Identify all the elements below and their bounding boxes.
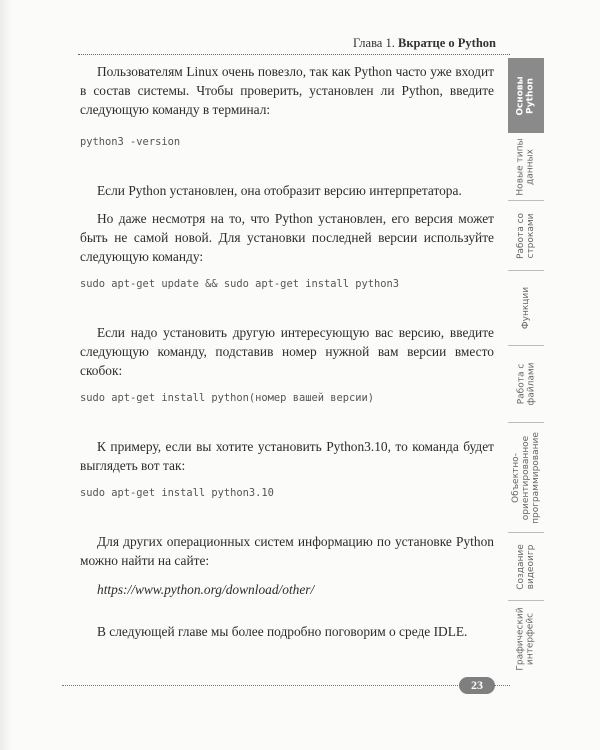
- tab-new-data-types[interactable]: [508, 133, 544, 201]
- tab-label: Объектно- ориентированное программирование: [511, 431, 541, 524]
- code-install-version: sudo apt-get install python(номер вашей версии): [80, 392, 375, 404]
- code-install-310: sudo apt-get install python3.10: [80, 487, 274, 499]
- chapter-title: Вкратце о Python: [397, 36, 496, 50]
- tab-label: Основы Python: [516, 75, 537, 116]
- footer-divider: [62, 685, 460, 686]
- page-number-badge: 23: [459, 677, 495, 694]
- code-check-version: python3 -version: [80, 136, 181, 148]
- header-divider: [78, 54, 510, 55]
- paragraph-linux-intro: Пользователям Linux очень повезло, так как Python часто уже входит в состав системы. Чтобы проверить, установлен ли Python, введите следующую команду в терминал:: [80, 64, 494, 117]
- chapter-tabs-sidebar: [508, 58, 544, 676]
- paragraph-example: К примеру, если вы хотите установить Python3.10, то команда будет выглядеть вот так:: [80, 439, 494, 473]
- tab-video-games[interactable]: [508, 533, 544, 601]
- tab-python-basics[interactable]: [508, 58, 544, 133]
- paragraph-other-version: Если надо установить другую интересующую вас версию, введите следующую команду, подставив номер нужной вам версии вместо скобок:: [80, 325, 494, 378]
- paragraph-other-os: Для других операционных систем информацию по установке Python можно найти на сайте:: [80, 534, 494, 568]
- paragraph-next-chapter: В следующей главе мы более подробно поговорим о среде IDLE.: [97, 624, 468, 639]
- tab-label: Создание видеоигр: [516, 543, 536, 590]
- page-edge-shadow: [0, 0, 12, 750]
- tab-label: Функции: [521, 286, 531, 330]
- paragraph-version-shown: Если Python установлен, она отобразит версию интерпретатора.: [97, 183, 462, 198]
- code-install-latest: sudo apt-get update && sudo apt-get install python3: [80, 278, 400, 290]
- tab-label: Работа с файлами: [516, 362, 536, 406]
- download-link[interactable]: https://www.python.org/download/other/: [97, 582, 315, 597]
- page-body: [80, 62, 494, 650]
- tab-strings[interactable]: [508, 201, 544, 271]
- tab-label: Графический интерфейс: [516, 606, 537, 671]
- tab-label: Работа со строками: [516, 212, 537, 259]
- running-header: [78, 36, 496, 51]
- tab-oop[interactable]: [508, 423, 544, 533]
- tab-functions[interactable]: [508, 271, 544, 346]
- paragraph-latest-version: Но даже несмотря на то, что Python установлен, его версия может быть не самой новой. Для установки последней версии используйте следующую команду:: [80, 211, 494, 264]
- tab-files[interactable]: [508, 346, 544, 423]
- chapter-number: Глава 1.: [353, 36, 395, 50]
- tab-gui[interactable]: [508, 601, 544, 676]
- footer-divider-right: [494, 685, 510, 686]
- tab-label: Новые типы данных: [516, 137, 537, 196]
